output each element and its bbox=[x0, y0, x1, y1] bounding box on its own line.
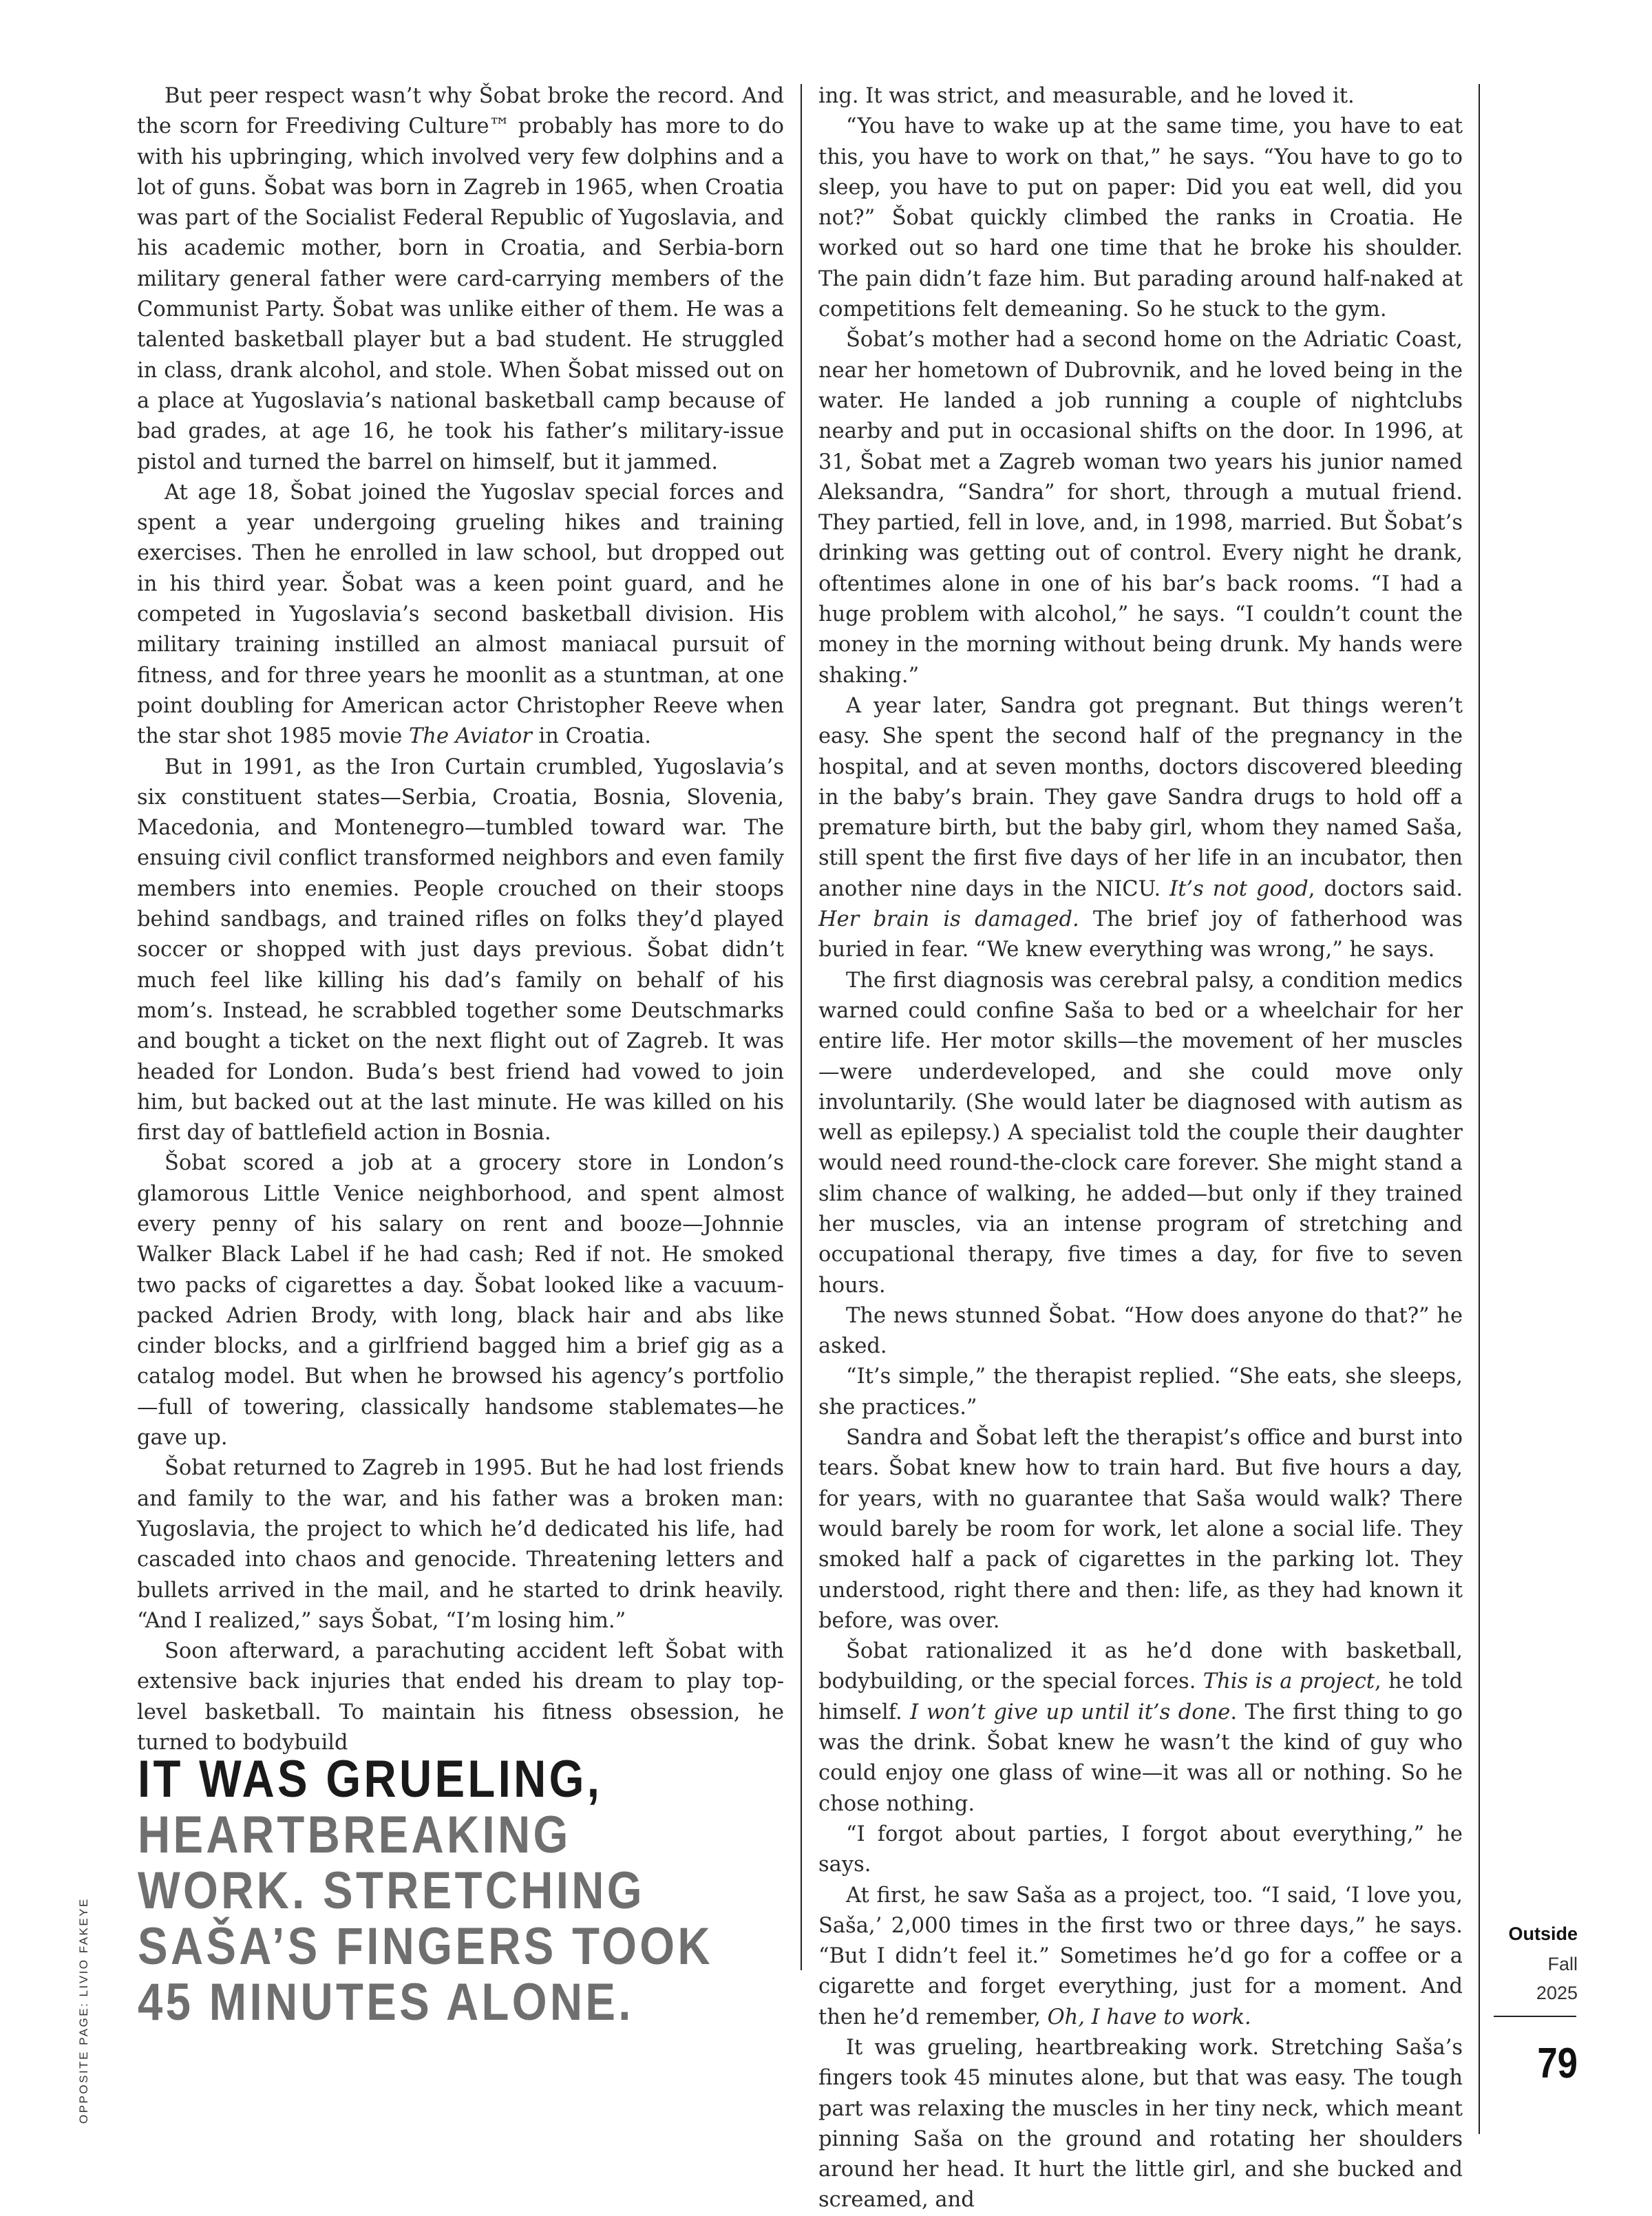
paragraph: Šobat rationalized it as he’d done with basketball, bodybuilding, or the special forces. This is a project, he told himself. I won’t give up until it’s done. The first thing to go was the drink. Šobat knew he wasn’t the kind of guy who could enjoy one glass of wine—it was all or nothing. So he chose nothing. bbox=[818, 1639, 1463, 1816]
photo-credit: OPPOSITE PAGE: LIVIO FAKEYE bbox=[77, 1897, 90, 2124]
pull-quote-line: HEARTBREAKING bbox=[138, 1806, 571, 1864]
pull-quote-line: WORK. STRETCHING bbox=[138, 1861, 645, 1920]
pull-quote-line: IT WAS GRUELING, bbox=[138, 1750, 603, 1808]
pull-quote-line: 45 MINUTES ALONE. bbox=[138, 1973, 634, 2032]
paragraph: “I forgot about parties, I forgot about everything,” he says. bbox=[818, 1822, 1463, 1877]
paragraph: It was grueling, heartbreaking work. Stretching Saša’s fingers took 45 minutes alone, but that was easy. The tough part was relaxing the muscles in her tiny neck, which meant pinning Saša on the ground and rotating her shoulders around her head. It hurt the little girl, and she bucked and screamed, and bbox=[818, 2036, 1463, 2213]
paragraph: But in 1991, as the Iron Curtain crumbled, Yugoslavia’s six constituent states—Serbia, Croatia, Bosnia, Slovenia, Macedonia, and Montenegro—tumbled toward war. The ensuing civil conflict transformed neighbors and even family members into enemies. People crouched on their stoops behind sandbags, and trained rifles on folks they’d played soccer or shopped with just days previous. Šobat didn’t much feel like killing his dad’s family on behalf of his mom’s. Instead, he scrabbled together some Deutschmarks and bought a ticket on the next flight out of Zagreb. It was headed for London. Buda’s best friend had vowed to join him, but backed out at the last minute. He was killed on his first day of battlefield action in Bosnia. bbox=[137, 755, 784, 1146]
paragraph: “You have to wake up at the same time, you have to eat this, you have to work on that,” he says. “You have to go to sleep, you have to put on paper: Did you eat well, did you not?” Šobat quickly climbed the ranks in Croatia. He worked out so hard one time that he broke his shoulder. The pain didn’t faze him. But parading around half-naked at competitions felt demeaning. So he stuck to the gym. bbox=[818, 114, 1463, 322]
column-divider bbox=[801, 84, 802, 1970]
paragraph: At age 18, Šobat joined the Yugoslav special forces and spent a year undergoing grueling hikes and training exercises. Then he enrolled in law school, but dropped out in his third year. Šobat was a keen point guard, and he competed in Yugoslavia’s second basketball division. His military training instilled an almost maniacal pursuit of fitness, and for three years he moonlit as a stuntman, at one point doubling for American actor Christopher Reeve when the star shot 1985 movie The Aviator in Croatia. bbox=[137, 480, 784, 749]
paragraph: ing. It was strict, and measurable, and he loved it. bbox=[818, 84, 1355, 108]
paragraph: Sandra and Šobat left the therapist’s office and burst into tears. Šobat knew how to train hard. But five hours a day, for years, with no guarantee that Saša would walk? There would barely be room for work, let alone a social life. They smoked half a pack of cigarettes in the parking lot. They understood, right there and then: life, as they had known it before, was over. bbox=[818, 1426, 1463, 1633]
pull-quote bbox=[138, 1750, 713, 2032]
paragraph: But peer respect wasn’t why Šobat broke the record. And the scorn for Freediving Culture™ probably has more to do with his upbringing, which involved very few dolphins and a lot of guns. Šobat was born in Zagreb in 1965, when Croatia was part of the Socialist Federal Republic of Yugoslavia, and his academic mother, born in Croatia, and Serbia-born military general father were card-carrying members of the Communist Party. Šobat was unlike either of them. He was a talented basketball player but a bad student. He struggled in class, drank alcohol, and stole. When Šobat missed out on a place at Yugoslavia’s national basketball camp because of bad grades, at age 16, he took his father’s military-issue pistol and turned the barrel on himself, but it jammed. bbox=[137, 84, 784, 474]
pull-quote-line: SAŠA’S FINGERS TOOK bbox=[138, 1917, 713, 1976]
paragraph: Šobat’s mother had a second home on the Adriatic Coast, near her hometown of Dubrovnik, and he loved being in the water. He landed a job running a couple of nightclubs nearby and put in occasional shifts on the door. In 1996, at 31, Šobat met a Zagreb woman two years his junior named Aleksandra, “Sandra” for short, through a mutual friend. They partied, fell in love, and, in 1998, married. But Šobat’s drinking was getting out of control. Every night he drank, oftentimes alone in one of his bar’s back rooms. “I had a huge problem with alcohol,” he says. “I couldn’t count the money in the morning without being drunk. My hands were shaking.” bbox=[818, 328, 1463, 688]
folio-divider bbox=[1479, 84, 1480, 2134]
paragraph: Šobat scored a job at a grocery store in London’s glamorous Little Venice neighborhood, and spent almost every penny of his salary on rent and booze—Johnnie Walker Black Label if he had cash; Red if not. He smoked two packs of cigarettes a day. Šobat looked like a vacuum-packed Adrien Brody, with long, black hair and abs like cinder blocks, and a girlfriend bagged him a brief gig as a catalog model. But when he browsed his agency’s portfolio—full of towering, classically handsome stablemates—he gave up. bbox=[137, 1151, 784, 1450]
folio-rule bbox=[1494, 2016, 1576, 2017]
article-column-right bbox=[818, 81, 1463, 2216]
article-column-left bbox=[137, 81, 784, 1758]
paragraph: Soon afterward, a parachuting accident left Šobat with extensive back injuries that ended his dream to play top-level basketball. To maintain his fitness obsession, he turned to bodybuild bbox=[137, 1639, 784, 1755]
folio-magazine-name: Outside bbox=[1508, 1923, 1578, 1944]
paragraph: The news stunned Šobat. “How does anyone do that?” he asked. bbox=[818, 1303, 1463, 1359]
paragraph: The first diagnosis was cerebral palsy, a condition medics warned could confine Saša to bed or a wheelchair for her entire life. Her motor skills—the movement of her muscles—were underdeveloped, and she could move only involuntarily. (She would later be diagnosed with autism as well as epilepsy.) A specialist told the couple their daughter would need round-the-clock care forever. She might stand a slim chance of walking, he added—but only if they trained her muscles, via an intense program of stretching and occupational therapy, five times a day, for five to seven hours. bbox=[818, 968, 1463, 1298]
folio-year: 2025 bbox=[1536, 1983, 1578, 2003]
folio-issue: Fall bbox=[1547, 1954, 1578, 1974]
paragraph: “It’s simple,” the therapist replied. “She eats, she sleeps, she practices.” bbox=[818, 1364, 1463, 1420]
paragraph: A year later, Sandra got pregnant. But things weren’t easy. She spent the second half of the pregnancy in the hospital, and at seven months, doctors discovered bleeding in the baby’s brain. They gave Sandra drugs to hold off a premature birth, but the baby girl, whom they named Saša, still spent the first five days of her life in an incubator, then another nine days in the NICU. It’s not good, doctors said. Her brain is damaged. The brief joy of fatherhood was buried in fear. “We knew everything was wrong,” he says. bbox=[818, 693, 1463, 962]
paragraph: At first, he saw Saša as a project, too. “I said, ‘I love you, Saša,’ 2,000 times in the first two or three days,” he says. “But I didn’t feel it.” Sometimes he’d go for a coffee or a cigarette and forget everything, just for a moment. And then he’d remember, Oh, I have to work. bbox=[818, 1883, 1463, 2029]
page-number: 79 bbox=[1537, 2040, 1578, 2087]
paragraph: Šobat returned to Zagreb in 1995. But he had lost friends and family to the war, and his father was a broken man: Yugoslavia, the project to which he’d dedicated his life, had cascaded into chaos and genocide. Threatening letters and bullets arrived in the mail, and he started to drink heavily. “And I realized,” says Šobat, “I’m losing him.” bbox=[137, 1456, 784, 1633]
